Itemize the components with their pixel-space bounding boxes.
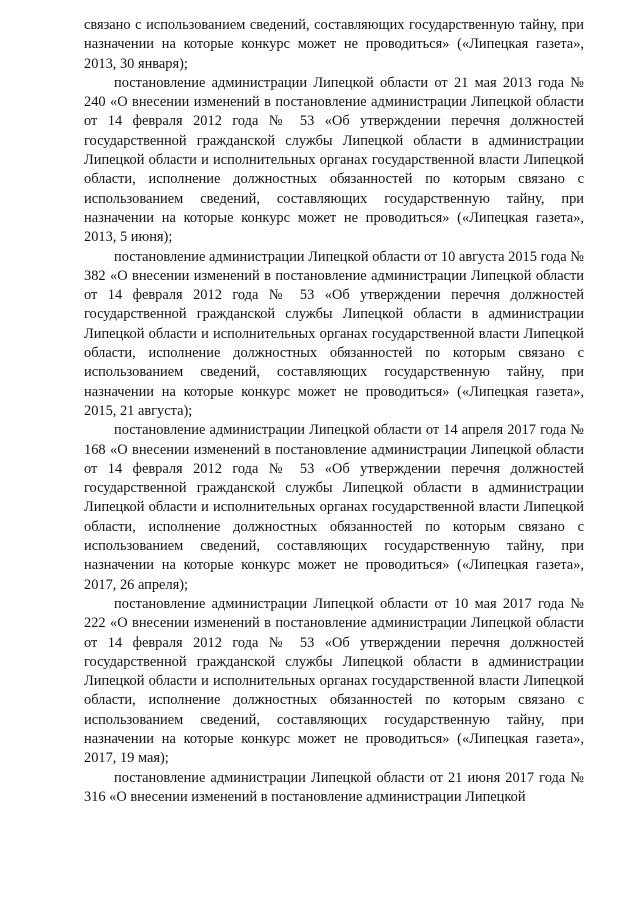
paragraph-resolution-168: постановление администрации Липецкой области от 14 апреля 2017 года № 168 «О внесении изменений в постановление администрации Липецкой области от 14 февраля 2012 года № 53 «Об утверждении перечня должностей государственной гражданской службы Липецкой области в администрации Липецкой области и исполнительных органах государственной власти Липецкой области, исполнение должностных обязанностей по которым связано с использованием сведений, составляющих государственную тайну, при назначении на которые конкурс может не проводиться» («Липецкая газета», 2017, 26 апреля); <box>84 422 584 593</box>
paragraph-resolution-240: постановление администрации Липецкой области от 21 мая 2013 года № 240 «О внесении изменений в постановление администрации Липецкой области от 14 февраля 2012 года № 53 «Об утверждении перечня должностей государственной гражданской службы Липецкой области в администрации Липецкой области и исполнительных органах государственной власти Липецкой области, исполнение должностных обязанностей по которым связано с использованием сведений, составляющих государственную тайну, при назначении на которые конкурс может не проводиться» («Липецкая газета», 2013, 5 июня); <box>84 74 584 246</box>
paragraph-resolution-382: постановление администрации Липецкой области от 10 августа 2015 года № 382 «О внесении изменений в постановление администрации Липецкой области от 14 февраля 2012 года № 53 «Об утверждении перечня должностей государственной гражданской службы Липецкой области в администрации Липецкой области и исполнительных органах государственной власти Липецкой области, исполнение должностных обязанностей по которым связано с использованием сведений, составляющих государственную тайну, при назначении на которые конкурс может не проводиться» («Липецкая газета», 2015, 21 августа); <box>84 248 584 419</box>
paragraph-continuation: связано с использованием сведений, составляющих государственную тайну, при назначении на которые конкурс может не проводиться» («Липецкая газета», 2013, 30 января); <box>84 17 584 72</box>
paragraph-resolution-316: постановление администрации Липецкой области от 21 июня 2017 года № 316 «О внесении изменений в постановление администрации Липецкой <box>84 769 584 805</box>
paragraph-resolution-222: постановление администрации Липецкой области от 10 мая 2017 года № 222 «О внесении изменений в постановление администрации Липецкой области от 14 февраля 2012 года № 53 «Об утверждении перечня должностей государственной гражданской службы Липецкой области в администрации Липецкой области и исполнительных органах государственной власти Липецкой области, исполнение должностных обязанностей по которым связано с использованием сведений, составляющих государственную тайну, при назначении на которые конкурс может не проводиться» («Липецкая газета», 2017, 19 мая); <box>84 595 584 767</box>
